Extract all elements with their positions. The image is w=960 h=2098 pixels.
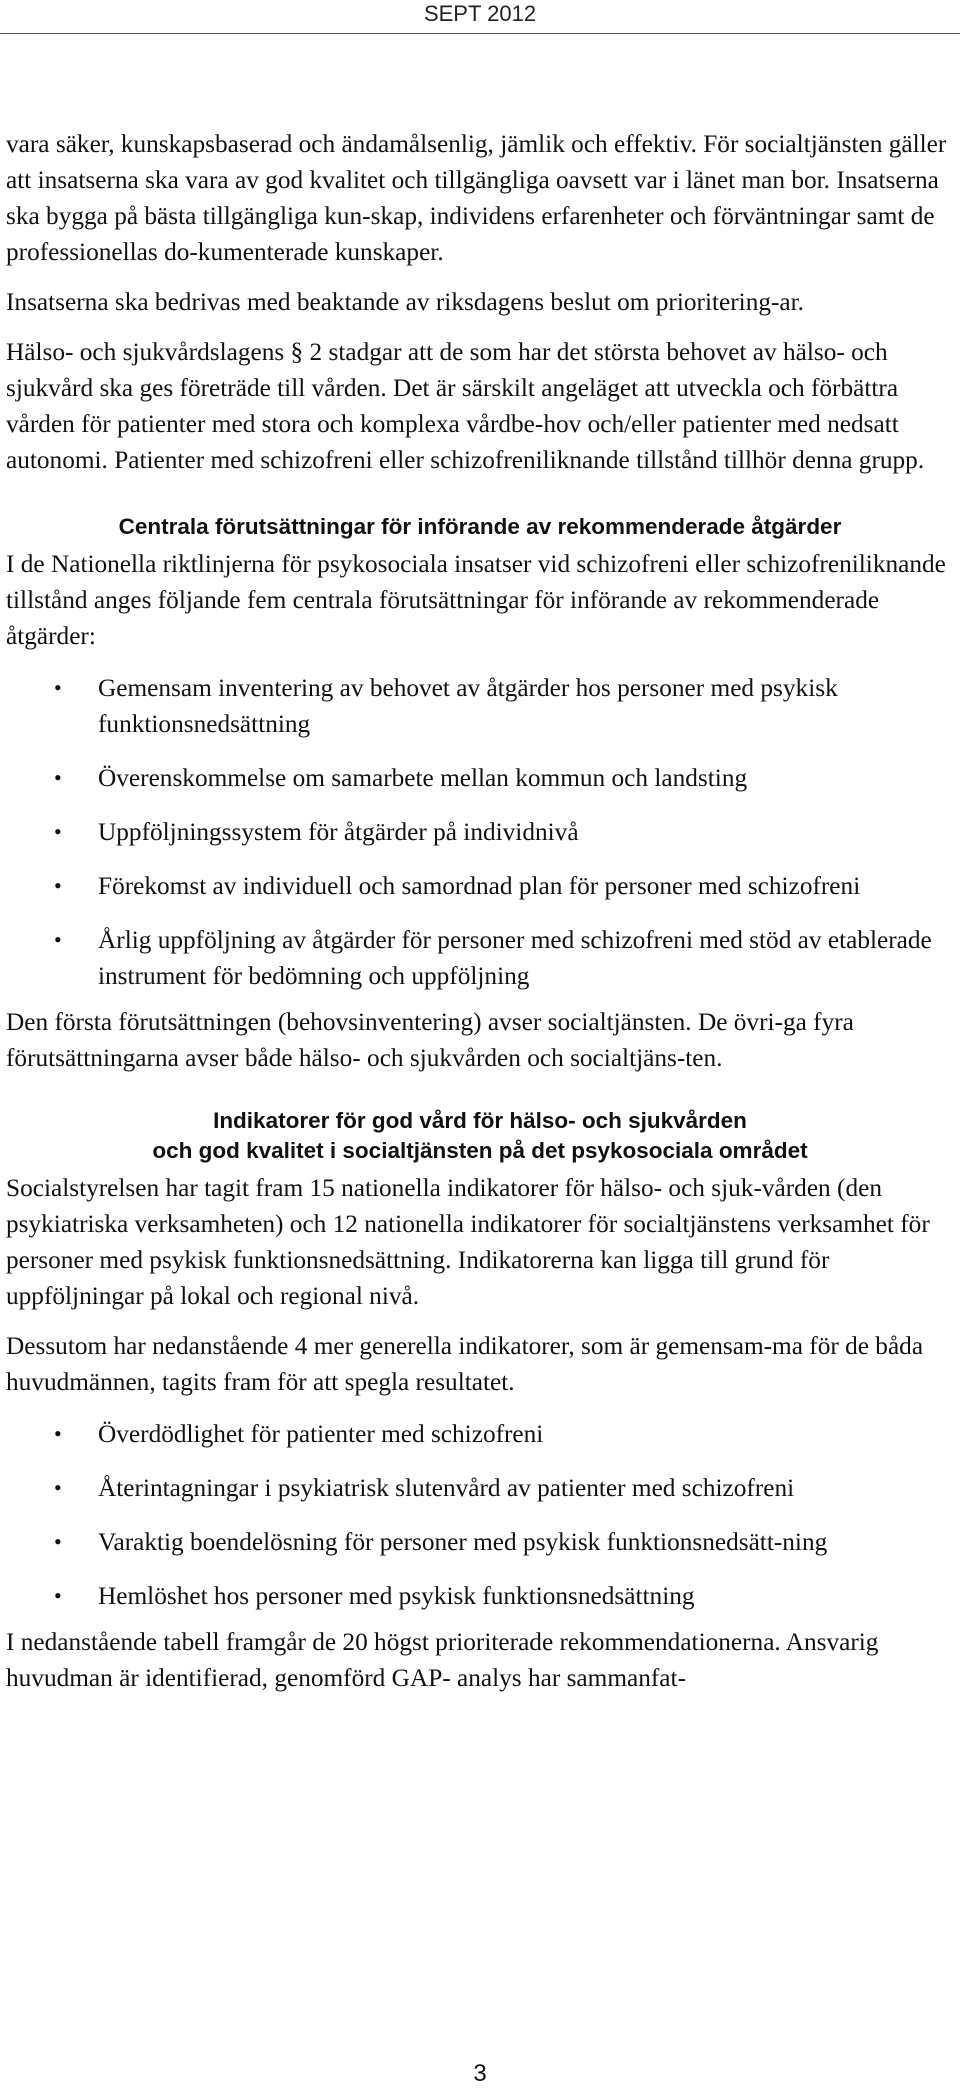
list-item-text: Överenskommelse om samarbete mellan kommun och landsting <box>98 764 748 792</box>
section-heading-2-line-1: Indikatorer för god vård för hälso- och sjukvården <box>213 1108 747 1133</box>
bullet-icon: • <box>54 1529 62 1554</box>
list-item-text: Förekomst av individuell och samordnad plan för personer med schizofreni <box>98 872 861 900</box>
paragraph-5: Den första förutsättningen (behovsinventering) avser socialtjänsten. De övri-ga fyra förutsättningarna avser både hälso- och sjukvården och socialtjäns-ten. <box>6 1008 854 1072</box>
paragraph-7: Dessutom har nedanstående 4 mer generella indikatorer, som är gemensam-ma för de båda huvudmännen, tagits fram för att spegla resultatet. <box>6 1332 924 1396</box>
paragraph-4: I de Nationella riktlinjerna för psykosociala insatser vid schizofreni eller schizofreniliknande tillstånd anges följande fem centrala förutsättningar för införande av rekommenderade åtgärder: <box>6 550 946 650</box>
section-heading-2-line-2: och god kvalitet i socialtjänsten på det psykosociala området <box>152 1138 808 1163</box>
list-item-text: Återintagningar i psykiatrisk slutenvård av patienter med schizofreni <box>98 1474 795 1502</box>
document-body <box>0 126 960 1696</box>
list-item <box>0 1578 960 1614</box>
list-item-text: Uppföljningssystem för åtgärder på individnivå <box>98 818 579 846</box>
section-heading-1: Centrala förutsättningar för införande av rekommenderade åtgärder <box>118 514 842 539</box>
list-item <box>0 868 960 904</box>
list-item <box>0 1470 960 1506</box>
list-item <box>0 1524 960 1560</box>
paragraph-3: Hälso- och sjukvårdslagens § 2 stadgar att de som har det största behovet av hälso- och sjukvård ska ges företräde till vården. Det är särskilt angeläget att utveckla och förbättra vården för patienter med stora och komplexa vårdbe-hov och/eller patienter med nedsatt autonomi. Patienter med schizofreni eller schizofreniliknande tillstånd tillhör denna grupp. <box>6 338 925 474</box>
bullet-icon: • <box>54 1475 62 1500</box>
bullet-icon: • <box>54 1421 62 1446</box>
bullet-icon: • <box>54 819 62 844</box>
list-item-text: Överdödlighet för patienter med schizofreni <box>98 1420 544 1448</box>
list-item-text: Varaktig boendelösning för personer med psykisk funktionsnedsätt-ning <box>98 1528 828 1556</box>
list-item-text: Årlig uppföljning av åtgärder för personer med schizofreni med stöd av etablerade instrument för bedömning och uppföljning <box>98 926 932 990</box>
list-item-text: Gemensam inventering av behovet av åtgärder hos personer med psykisk funktionsnedsättning <box>98 674 838 738</box>
bullet-icon: • <box>54 765 62 790</box>
bullet-icon: • <box>54 1583 62 1608</box>
list-item <box>0 922 960 994</box>
prerequisites-list <box>0 670 960 994</box>
list-item-text: Hemlöshet hos personer med psykisk funktionsnedsättning <box>98 1582 695 1610</box>
paragraph-1: vara säker, kunskapsbaserad och ändamålsenlig, jämlik och effektiv. För socialtjänsten gäller att insatserna ska vara av god kvalitet och tillgängliga oavsett var i länet man bor. Insatserna ska bygga på bästa tillgängliga kun-skap, individens erfarenheter och förväntningar samt de professionellas do-kumenterade kunskaper. <box>6 130 947 266</box>
list-item <box>0 1416 960 1452</box>
header-rule <box>0 33 960 34</box>
bullet-icon: • <box>54 927 62 952</box>
list-item <box>0 814 960 850</box>
header-date: SEPT 2012 <box>423 1 537 26</box>
list-item <box>0 670 960 742</box>
bullet-icon: • <box>54 873 62 898</box>
bullet-icon: • <box>54 675 62 700</box>
indicators-list <box>0 1416 960 1614</box>
page-header <box>0 0 960 27</box>
paragraph-6: Socialstyrelsen har tagit fram 15 nationella indikatorer för hälso- och sjuk-vården (den psykiatriska verksamheten) och 12 nationella indikatorer för socialtjänstens verksamhet för personer med psykisk funktionsnedsättning. Indikatorerna kan ligga till grund för uppföljningar på lokal och regional nivå. <box>6 1174 930 1310</box>
paragraph-2: Insatserna ska bedrivas med beaktande av riksdagens beslut om prioritering-ar. <box>6 288 805 316</box>
page-number: 3 <box>473 2060 487 2087</box>
paragraph-8: I nedanstående tabell framgår de 20 högst prioriterade rekommendationerna. Ansvarig huvudman är identifierad, genomförd GAP- analys har sammanfat- <box>6 1628 879 1692</box>
list-item <box>0 760 960 796</box>
